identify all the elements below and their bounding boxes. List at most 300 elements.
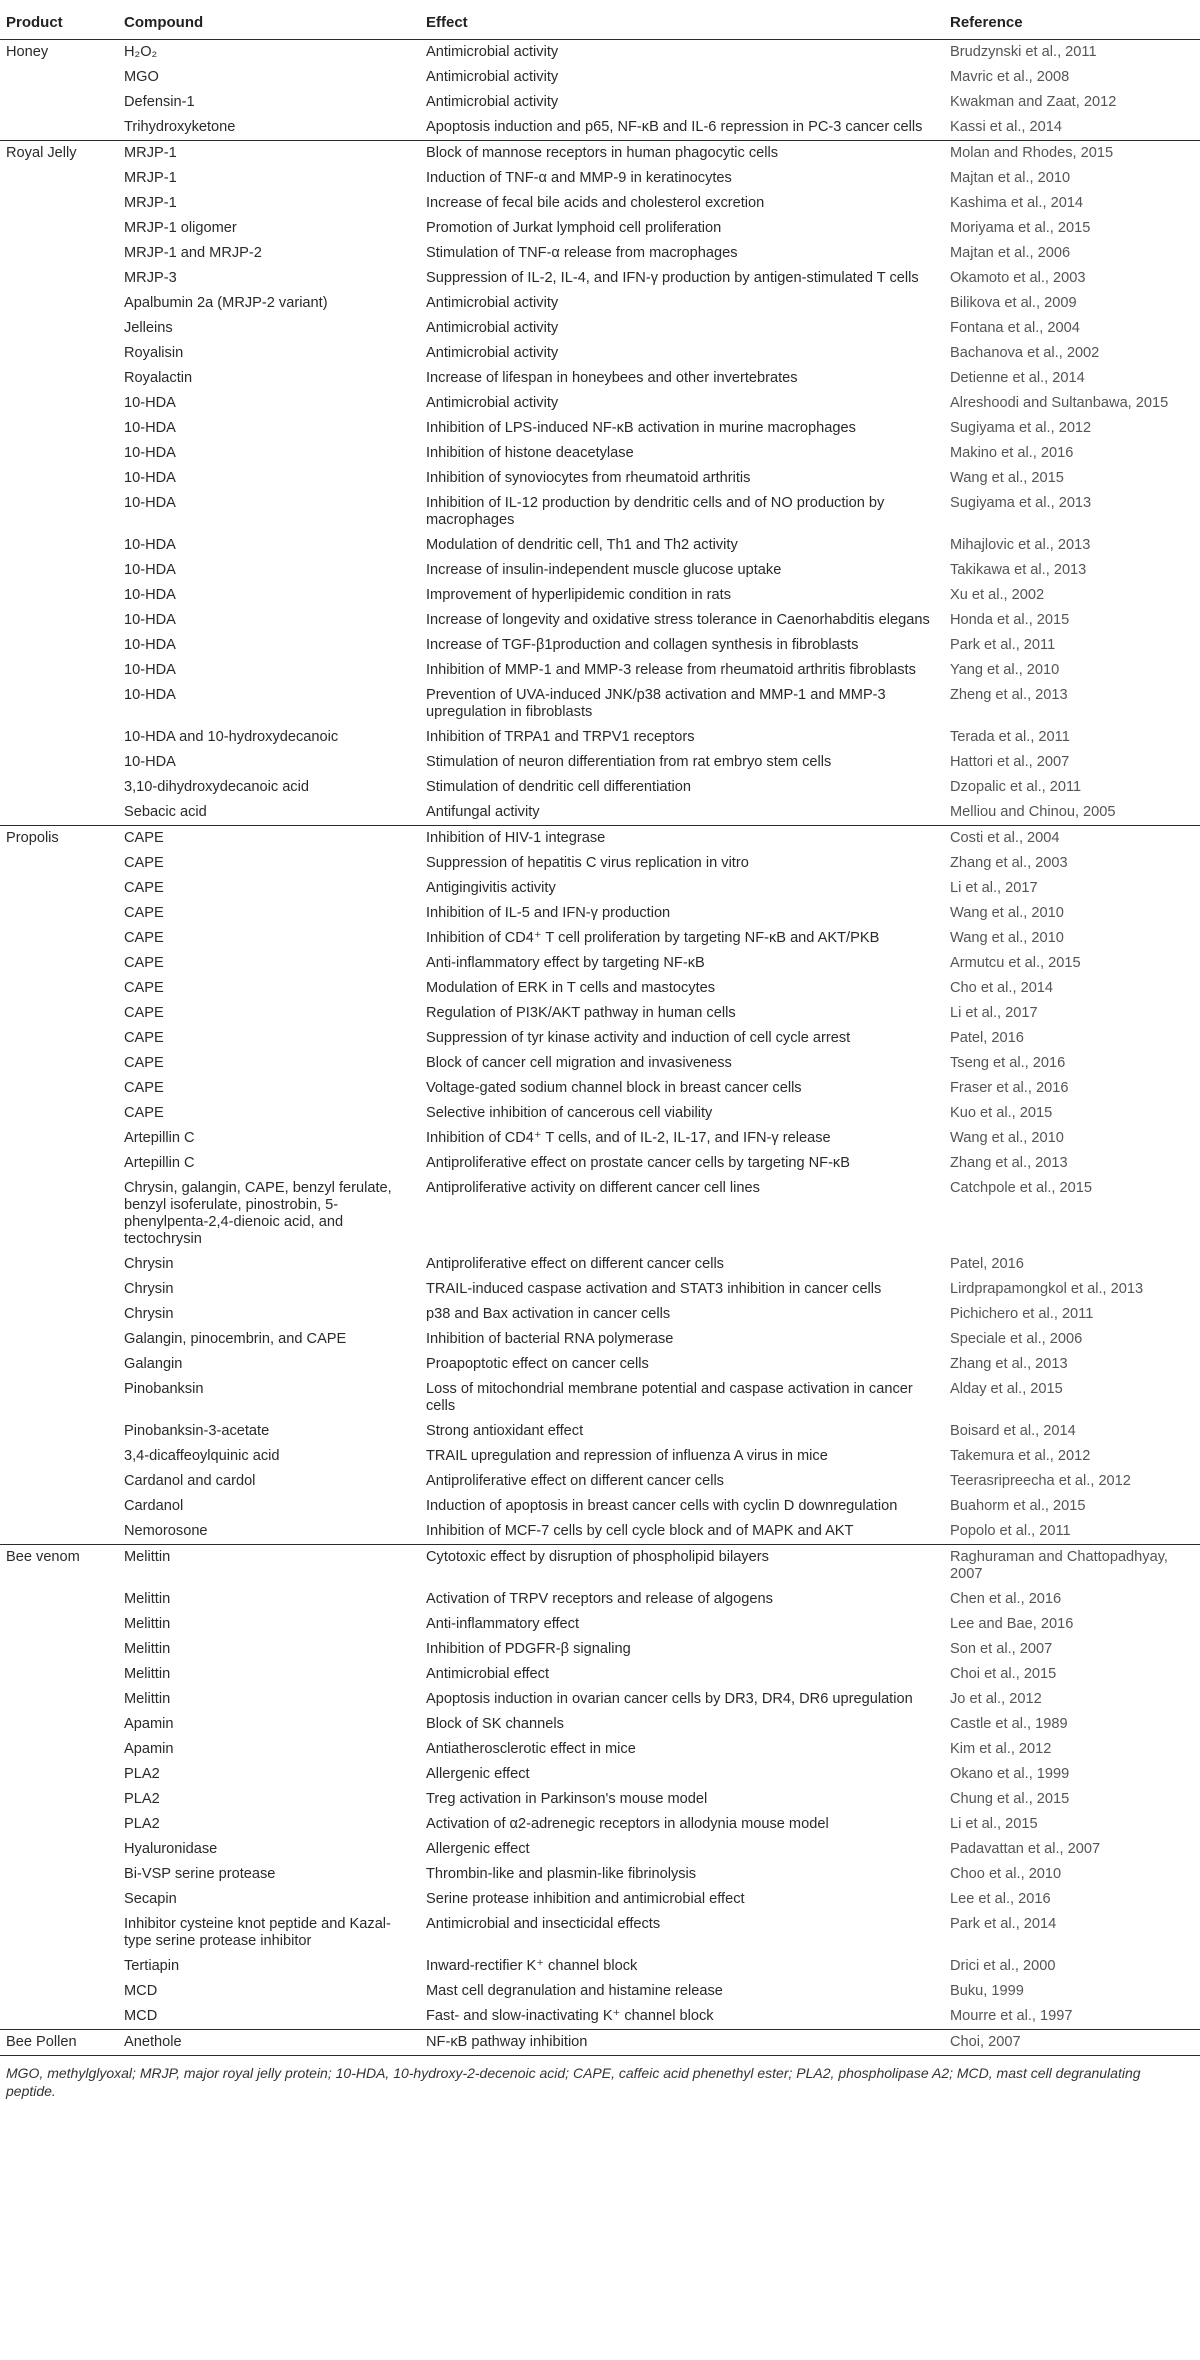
product-cell (0, 216, 118, 241)
compound-cell: Apamin (124, 1716, 174, 1732)
table-row (0, 750, 1200, 775)
product-cell (0, 1327, 118, 1352)
product-cell (0, 750, 118, 775)
compound-cell: Defensin-1 (124, 94, 195, 110)
product-cell (0, 1762, 118, 1787)
reference-cell: Boisard et al., 2014 (950, 1423, 1076, 1439)
effect-cell: Stimulation of dendritic cell differentiation (426, 779, 691, 795)
table-row (0, 775, 1200, 800)
header-reference: Reference (944, 8, 1200, 40)
table-row (0, 191, 1200, 216)
compound-cell: CAPE (124, 930, 164, 946)
product-cell (0, 1862, 118, 1887)
effect-cell: Anti-inflammatory effect (426, 1616, 580, 1632)
compound-cell: Melittin (124, 1641, 171, 1657)
table-row (0, 608, 1200, 633)
effect-cell: Antimicrobial activity (426, 69, 559, 85)
product-cell (0, 1662, 118, 1687)
effect-cell: Inhibition of CD4⁺ T cell proliferation by targeting NF-κB and AKT/PKB (426, 930, 880, 946)
table-row (0, 1762, 1200, 1787)
product-cell (0, 1126, 118, 1151)
table-row (0, 1712, 1200, 1737)
table-footnote: MGO, methylglyoxal; MRJP, major royal jelly protein; 10-HDA, 10-hydroxy-2-decenoic acid; CAPE, caffeic acid phenethyl ester; PLA2, phospholipase A2; MCD, mast cell degranulating peptide. (0, 2055, 1200, 2100)
reference-cell: Park et al., 2014 (950, 1916, 1057, 1932)
product-cell (0, 1812, 118, 1837)
product-cell (0, 901, 118, 926)
product-cell (0, 416, 118, 441)
effect-cell: Antimicrobial activity (426, 395, 559, 411)
reference-cell: Wang et al., 2010 (950, 1130, 1064, 1146)
product-cell: Bee venom (0, 1545, 118, 1588)
table-row (0, 658, 1200, 683)
effect-cell: Antimicrobial and insecticidal effects (426, 1916, 661, 1932)
table-row (0, 366, 1200, 391)
effect-cell: Stimulation of neuron differentiation from rat embryo stem cells (426, 754, 832, 770)
product-cell: Royal Jelly (0, 141, 118, 167)
product-cell (0, 1101, 118, 1126)
table-row (0, 40, 1200, 66)
table-row (0, 1026, 1200, 1051)
compound-cell: Royalisin (124, 345, 184, 361)
reference-cell: Teerasripreecha et al., 2012 (950, 1473, 1131, 1489)
table-header (0, 8, 1200, 40)
compound-cell: CAPE (118, 826, 420, 852)
compound-cell: Jelleins (124, 320, 173, 336)
effect-cell: Block of mannose receptors in human phagocytic cells (420, 141, 944, 167)
reference-cell: Majtan et al., 2006 (950, 245, 1071, 261)
effect-cell: Antiproliferative effect on prostate cancer cells by targeting NF-κB (426, 1155, 850, 1171)
product-cell (0, 1444, 118, 1469)
compound-cell: Chrysin (124, 1306, 174, 1322)
table-row (0, 391, 1200, 416)
reference-cell: Choi et al., 2015 (950, 1666, 1057, 1682)
effect-cell: Increase of lifespan in honeybees and other invertebrates (426, 370, 798, 386)
product-cell (0, 583, 118, 608)
reference-cell: Armutcu et al., 2015 (950, 955, 1081, 971)
reference-cell: Mavric et al., 2008 (950, 69, 1070, 85)
compound-cell: Artepillin C (124, 1155, 195, 1171)
reference-cell: Castle et al., 1989 (950, 1716, 1068, 1732)
compound-cell: MRJP-1 oligomer (124, 220, 237, 236)
effect-cell: Suppression of IL-2, IL-4, and IFN-γ production by antigen-stimulated T cells (426, 270, 919, 286)
compound-cell: MRJP-1 (124, 170, 177, 186)
product-cell (0, 1026, 118, 1051)
compound-cell: Melittin (118, 1545, 420, 1588)
effect-cell: Strong antioxidant effect (426, 1423, 584, 1439)
reference-cell: Makino et al., 2016 (950, 445, 1074, 461)
product-cell: Honey (6, 44, 49, 60)
reference-cell: Speciale et al., 2006 (950, 1331, 1083, 1347)
header-row (0, 8, 1200, 40)
product-cell (0, 658, 118, 683)
effect-cell: Allergenic effect (426, 1841, 530, 1857)
product-cell (0, 1737, 118, 1762)
product-cell (0, 391, 118, 416)
compound-cell: Cardanol and cardol (124, 1473, 256, 1489)
compound-cell: MCD (124, 1983, 158, 1999)
effect-cell: Inhibition of histone deacetylase (426, 445, 634, 461)
reference-cell: Kassi et al., 2014 (950, 119, 1062, 135)
table-row (0, 416, 1200, 441)
table-row (0, 466, 1200, 491)
product-cell (0, 191, 118, 216)
compound-cell: MCD (124, 2008, 158, 2024)
compound-cell: Melittin (124, 1666, 171, 1682)
compound-cell: 10-HDA (124, 587, 176, 603)
table-row (0, 1377, 1200, 1419)
effect-cell: Inhibition of synoviocytes from rheumatoid arthritis (426, 470, 751, 486)
effect-cell: Block of cancer cell migration and invasiveness (426, 1055, 732, 1071)
reference-cell: Wang et al., 2010 (950, 930, 1064, 946)
compound-cell: CAPE (124, 1030, 164, 1046)
compound-cell: Melittin (124, 1591, 171, 1607)
reference-cell: Takikawa et al., 2013 (950, 562, 1087, 578)
effect-cell: Antimicrobial activity (426, 44, 559, 60)
compound-cell: Galangin, pinocembrin, and CAPE (124, 1331, 347, 1347)
product-cell (0, 633, 118, 658)
effect-cell: Inhibition of MCF-7 cells by cell cycle block and of MAPK and AKT (426, 1523, 854, 1539)
effect-cell: Cytotoxic effect by disruption of phospholipid bilayers (420, 1545, 944, 1588)
compound-cell: CAPE (124, 1055, 164, 1071)
compound-cell: CAPE (124, 1005, 164, 1021)
reference-cell: Cho et al., 2014 (950, 980, 1054, 996)
product-cell (0, 316, 118, 341)
effect-cell: Antifungal activity (426, 804, 540, 820)
product-cell (0, 1302, 118, 1327)
table-row (0, 1887, 1200, 1912)
product-cell (0, 1954, 118, 1979)
reference-cell: Tseng et al., 2016 (950, 1055, 1066, 1071)
table-row (0, 558, 1200, 583)
effect-cell: p38 and Bax activation in cancer cells (426, 1306, 671, 1322)
effect-cell: Induction of TNF-α and MMP-9 in keratinocytes (426, 170, 732, 186)
reference-cell: Costi et al., 2004 (944, 826, 1200, 852)
table-row (0, 316, 1200, 341)
product-cell (0, 115, 118, 141)
effect-cell: Modulation of ERK in T cells and mastocytes (426, 980, 716, 996)
product-cell (0, 1252, 118, 1277)
compound-cell: H₂O₂ (124, 44, 158, 60)
reference-cell: Lee and Bae, 2016 (950, 1616, 1074, 1632)
product-cell (0, 1979, 118, 2004)
table-row (0, 683, 1200, 725)
compound-cell: 10-HDA and 10-hydroxydecanoic (124, 729, 339, 745)
product-cell (0, 533, 118, 558)
table-row (0, 1837, 1200, 1862)
table-body (0, 40, 1200, 2056)
effect-cell: NF-κB pathway inhibition (420, 2030, 944, 2056)
reference-cell: Li et al., 2017 (950, 1005, 1038, 1021)
compound-cell: Trihydroxyketone (124, 119, 236, 135)
product-cell (0, 725, 118, 750)
reference-cell: Li et al., 2017 (950, 880, 1038, 896)
compound-cell: CAPE (124, 1105, 164, 1121)
table-row (0, 1912, 1200, 1954)
product-cell (0, 1076, 118, 1101)
effect-cell: Increase of longevity and oxidative stress tolerance in Caenorhabditis elegans (426, 612, 930, 628)
table-row (0, 851, 1200, 876)
product-cell (0, 558, 118, 583)
compound-cell: Inhibitor cysteine knot peptide and Kazal-type serine protease inhibitor (124, 1916, 391, 1949)
reference-cell: Honda et al., 2015 (950, 612, 1070, 628)
product-cell (0, 1051, 118, 1076)
table-row (0, 115, 1200, 141)
table-row (0, 1076, 1200, 1101)
effect-cell: Antimicrobial activity (426, 345, 559, 361)
effect-cell: Antiatherosclerotic effect in mice (426, 1741, 636, 1757)
compound-cell: Royalactin (124, 370, 193, 386)
table-row (0, 341, 1200, 366)
reference-cell: Raghuraman and Chattopadhyay, 2007 (944, 1545, 1200, 1588)
table-row (0, 1176, 1200, 1252)
compound-cell: PLA2 (124, 1766, 160, 1782)
effect-cell: Inhibition of MMP-1 and MMP-3 release from rheumatoid arthritis fibroblasts (426, 662, 916, 678)
reference-cell: Mihajlovic et al., 2013 (950, 537, 1091, 553)
compound-cell: CAPE (124, 905, 164, 921)
effect-cell: Antiproliferative effect on different cancer cells (426, 1256, 724, 1272)
compound-cell: 10-HDA (124, 562, 176, 578)
reference-cell: Takemura et al., 2012 (950, 1448, 1091, 1464)
table-row (0, 1545, 1200, 1588)
reference-cell: Buahorm et al., 2015 (950, 1498, 1086, 1514)
effect-cell: Inhibition of TRPA1 and TRPV1 receptors (426, 729, 695, 745)
compound-cell: Cardanol (124, 1498, 184, 1514)
table-row (0, 90, 1200, 115)
compound-cell: Melittin (124, 1616, 171, 1632)
table-row (0, 491, 1200, 533)
reference-cell: Lee et al., 2016 (950, 1891, 1051, 1907)
effect-cell: Promotion of Jurkat lymphoid cell proliferation (426, 220, 722, 236)
product-cell (0, 1494, 118, 1519)
table-row (0, 1662, 1200, 1687)
reference-cell: Sugiyama et al., 2013 (950, 495, 1092, 511)
reference-cell: Wang et al., 2015 (950, 470, 1064, 486)
compound-cell: 10-HDA (124, 395, 176, 411)
reference-cell: Pichichero et al., 2011 (950, 1306, 1094, 1322)
table-row (0, 1327, 1200, 1352)
compound-cell: MGO (124, 69, 159, 85)
product-cell (0, 683, 118, 725)
product-cell (0, 1151, 118, 1176)
table-row (0, 1862, 1200, 1887)
effect-cell: TRAIL upregulation and repression of influenza A virus in mice (426, 1448, 828, 1464)
compound-cell: Pinobanksin (124, 1381, 204, 1397)
reference-cell: Chung et al., 2015 (950, 1791, 1070, 1807)
compound-cell: Chrysin (124, 1256, 174, 1272)
reference-cell: Zhang et al., 2013 (950, 1155, 1068, 1171)
product-cell (0, 876, 118, 901)
effect-cell: Inhibition of LPS-induced NF-κB activation in murine macrophages (426, 420, 856, 436)
effect-cell: Antiproliferative effect on different cancer cells (426, 1473, 724, 1489)
effect-cell: Inhibition of bacterial RNA polymerase (426, 1331, 674, 1347)
reference-cell: Bachanova et al., 2002 (950, 345, 1100, 361)
table-row (0, 291, 1200, 316)
reference-cell: Brudzynski et al., 2011 (950, 44, 1097, 60)
product-cell (0, 976, 118, 1001)
product-cell (0, 1469, 118, 1494)
effect-cell: Antimicrobial activity (426, 295, 559, 311)
effect-cell: Increase of insulin-independent muscle glucose uptake (426, 562, 782, 578)
reference-cell: Park et al., 2011 (950, 637, 1056, 653)
table-row (0, 216, 1200, 241)
effect-cell: Inhibition of HIV-1 integrase (420, 826, 944, 852)
reference-cell: Choo et al., 2010 (950, 1866, 1062, 1882)
compound-cell: Nemorosone (124, 1523, 208, 1539)
effect-cell: Suppression of tyr kinase activity and induction of cell cycle arrest (426, 1030, 851, 1046)
compound-effects-table (0, 8, 1200, 2055)
table-row (0, 1126, 1200, 1151)
reference-cell: Popolo et al., 2011 (950, 1523, 1071, 1539)
compound-cell: Apalbumin 2a (MRJP-2 variant) (124, 295, 328, 311)
effect-cell: Antigingivitis activity (426, 880, 556, 896)
table-row (0, 951, 1200, 976)
effect-cell: TRAIL-induced caspase activation and STAT3 inhibition in cancer cells (426, 1281, 882, 1297)
reference-cell: Jo et al., 2012 (950, 1691, 1042, 1707)
effect-cell: Inward-rectifier K⁺ channel block (426, 1958, 638, 1974)
reference-cell: Moriyama et al., 2015 (950, 220, 1091, 236)
compound-cell: Pinobanksin-3-acetate (124, 1423, 270, 1439)
table-row (0, 1302, 1200, 1327)
table-row (0, 1519, 1200, 1545)
header-product: Product (0, 8, 118, 40)
compound-cell: PLA2 (124, 1816, 160, 1832)
product-cell (0, 491, 118, 533)
header-effect: Effect (420, 8, 944, 40)
reference-cell: Chen et al., 2016 (950, 1591, 1062, 1607)
table-row (0, 800, 1200, 826)
effect-cell: Antimicrobial activity (426, 320, 559, 336)
table-row (0, 1469, 1200, 1494)
compound-cell: Galangin (124, 1356, 183, 1372)
table-row (0, 1587, 1200, 1612)
effect-cell: Regulation of PI3K/AKT pathway in human cells (426, 1005, 736, 1021)
effect-cell: Stimulation of TNF-α release from macrophages (426, 245, 738, 261)
effect-cell: Activation of TRPV receptors and release of algogens (426, 1591, 773, 1607)
effect-cell: Block of SK channels (426, 1716, 564, 1732)
table-row (0, 1444, 1200, 1469)
product-cell (0, 341, 118, 366)
table-row (0, 1352, 1200, 1377)
product-cell (0, 926, 118, 951)
effect-cell: Selective inhibition of cancerous cell viability (426, 1105, 713, 1121)
table-row (0, 583, 1200, 608)
table-row (0, 2030, 1200, 2056)
reference-cell: Li et al., 2015 (950, 1816, 1038, 1832)
reference-cell: Melliou and Chinou, 2005 (950, 804, 1116, 820)
reference-cell: Alday et al., 2015 (950, 1381, 1063, 1397)
reference-cell: Drici et al., 2000 (950, 1958, 1056, 1974)
product-cell: Propolis (0, 826, 118, 852)
table-row (0, 1001, 1200, 1026)
effect-cell: Inhibition of IL-5 and IFN-γ production (426, 905, 671, 921)
compound-cell: 10-HDA (124, 420, 176, 436)
compound-cell: CAPE (124, 855, 164, 871)
effect-cell: Improvement of hyperlipidemic condition in rats (426, 587, 731, 603)
table-row (0, 1051, 1200, 1076)
effect-cell: Prevention of UVA-induced JNK/p38 activation and MMP-1 and MMP-3 upregulation in fibroblasts (426, 687, 886, 720)
reference-cell: Fontana et al., 2004 (950, 320, 1080, 336)
table-row (0, 826, 1200, 852)
product-cell (0, 1377, 118, 1419)
product-cell (0, 1587, 118, 1612)
effect-cell: Treg activation in Parkinson's mouse model (426, 1791, 708, 1807)
compound-cell: Chrysin, galangin, CAPE, benzyl ferulate, benzyl isoferulate, pinostrobin, 5-phenylpenta-2,4-dienoic acid, and tectochrysin (124, 1180, 392, 1247)
product-cell (0, 90, 118, 115)
reference-cell: Catchpole et al., 2015 (950, 1180, 1092, 1196)
reference-cell: Patel, 2016 (950, 1256, 1024, 1272)
compound-cell: Hyaluronidase (124, 1841, 218, 1857)
reference-cell: Mourre et al., 1997 (950, 2008, 1073, 2024)
table-row (0, 141, 1200, 167)
table-row (0, 1151, 1200, 1176)
table-row (0, 633, 1200, 658)
product-cell (0, 291, 118, 316)
reference-cell: Terada et al., 2011 (950, 729, 1070, 745)
compound-cell: MRJP-1 (124, 195, 177, 211)
reference-cell: Fraser et al., 2016 (950, 1080, 1069, 1096)
effect-cell: Increase of TGF-β1production and collagen synthesis in fibroblasts (426, 637, 859, 653)
reference-cell: Kim et al., 2012 (950, 1741, 1052, 1757)
effect-cell: Modulation of dendritic cell, Th1 and Th2 activity (426, 537, 738, 553)
product-cell (0, 266, 118, 291)
effect-cell: Thrombin-like and plasmin-like fibrinolysis (426, 1866, 697, 1882)
reference-cell: Patel, 2016 (950, 1030, 1024, 1046)
table-row (0, 1787, 1200, 1812)
effect-cell: Inhibition of IL-12 production by dendritic cells and of NO production by macrophages (426, 495, 885, 528)
product-cell (0, 775, 118, 800)
effect-cell: Serine protease inhibition and antimicrobial effect (426, 1891, 745, 1907)
effect-cell: Proapoptotic effect on cancer cells (426, 1356, 649, 1372)
reference-cell: Detienne et al., 2014 (950, 370, 1085, 386)
compound-cell: Anethole (118, 2030, 420, 2056)
reference-cell: Lirdprapamongkol et al., 2013 (950, 1281, 1144, 1297)
product-cell (0, 1277, 118, 1302)
table-row (0, 266, 1200, 291)
compound-cell: Secapin (124, 1891, 177, 1907)
reference-cell: Majtan et al., 2010 (950, 170, 1071, 186)
effect-cell: Suppression of hepatitis C virus replication in vitro (426, 855, 749, 871)
table-row (0, 1637, 1200, 1662)
product-cell (0, 1001, 118, 1026)
product-cell (0, 1687, 118, 1712)
compound-cell: Chrysin (124, 1281, 174, 1297)
effect-cell: Loss of mitochondrial membrane potential and caspase activation in cancer cells (426, 1381, 913, 1414)
effect-cell: Allergenic effect (426, 1766, 530, 1782)
table-row (0, 1494, 1200, 1519)
header-compound: Compound (118, 8, 420, 40)
reference-cell: Kashima et al., 2014 (950, 195, 1084, 211)
table-row (0, 1419, 1200, 1444)
effect-cell: Antiproliferative activity on different cancer cell lines (426, 1180, 760, 1196)
compound-cell: Artepillin C (124, 1130, 195, 1146)
reference-cell: Okamoto et al., 2003 (950, 270, 1086, 286)
table-row (0, 441, 1200, 466)
reference-cell: Dzopalic et al., 2011 (950, 779, 1082, 795)
compound-cell: 10-HDA (124, 637, 176, 653)
reference-cell: Zhang et al., 2013 (950, 1356, 1068, 1372)
table-row (0, 1687, 1200, 1712)
effect-cell: Induction of apoptosis in breast cancer cells with cyclin D downregulation (426, 1498, 898, 1514)
table-row (0, 1252, 1200, 1277)
product-cell (0, 1419, 118, 1444)
product-cell (0, 1612, 118, 1637)
reference-cell: Choi, 2007 (944, 2030, 1200, 2056)
table-row (0, 65, 1200, 90)
product-cell (0, 466, 118, 491)
reference-cell: Sugiyama et al., 2012 (950, 420, 1092, 436)
effect-cell: Activation of α2-adrenegic receptors in allodynia mouse model (426, 1816, 829, 1832)
effect-cell: Inhibition of CD4⁺ T cells, and of IL-2, IL-17, and IFN-γ release (426, 1130, 831, 1146)
